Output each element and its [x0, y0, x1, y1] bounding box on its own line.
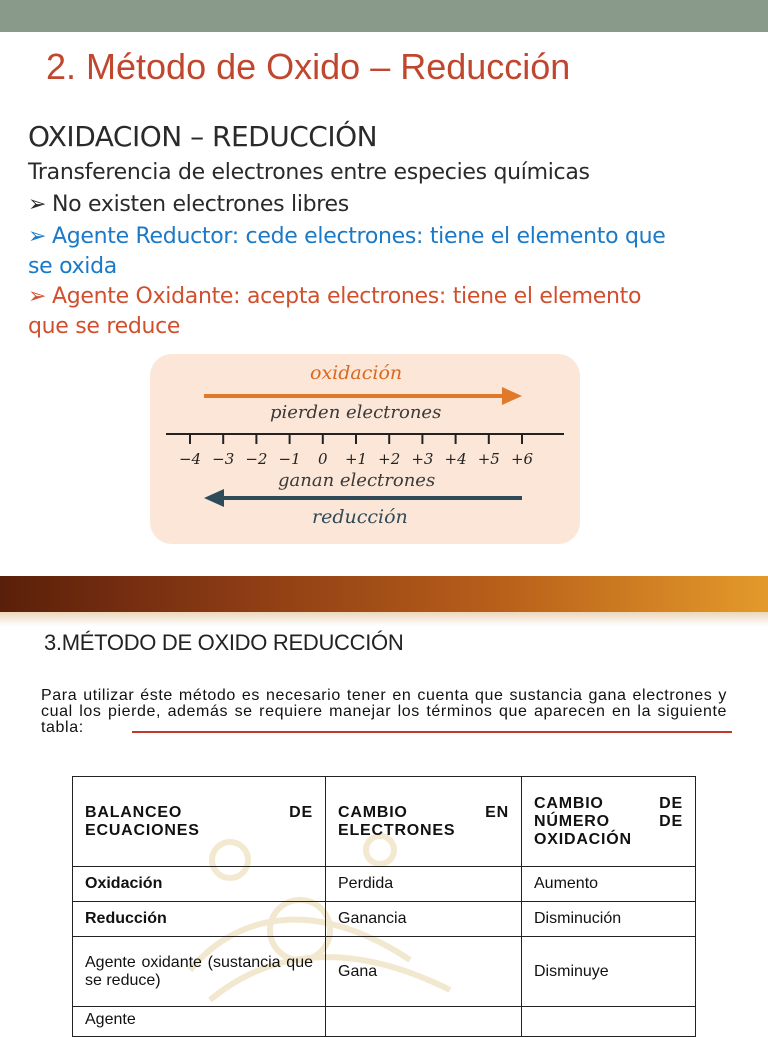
number-line-label: +3	[411, 450, 434, 468]
bullet-text: No existen electrones libres	[52, 192, 349, 217]
bullet-no-electrones	[28, 192, 349, 217]
table-row	[73, 937, 696, 1007]
header-cambio-numero: CAMBIO DE NÚMERO DE OXIDACIÓN	[522, 777, 696, 867]
table-row	[73, 1007, 696, 1037]
cell-numero: Disminuye	[522, 937, 696, 1007]
cell-electrones: Gana	[326, 937, 522, 1007]
number-line-label: −3	[212, 450, 235, 468]
number-line-label: +5	[477, 450, 500, 468]
number-line-label: −1	[278, 450, 301, 468]
bullet-text: Agente Oxidante: acepta electrones: tiene el elemento	[52, 284, 642, 309]
reduction-label: reducción	[312, 506, 408, 528]
bullet-agente-oxidante	[28, 284, 641, 309]
number-line-label: 0	[318, 450, 328, 468]
slide-divider-band	[0, 576, 768, 612]
intro-paragraph: Para utilizar éste método es necesario tener en cuenta que sustancia gana electrones y cual los pierde, además se requiere manejar los términos que aparecen en la siguiente tabla:	[41, 687, 727, 736]
red-underline-annotation	[132, 731, 732, 733]
bullet-agente-reductor	[28, 224, 666, 249]
bullet-agente-oxidante-cont: que se reduce	[28, 314, 181, 339]
number-line-label: −2	[245, 450, 268, 468]
cell-term: Agente oxidante (sustancia que se reduce)	[73, 937, 326, 1007]
top-bar	[0, 0, 768, 32]
header-cambio-electrones: CAMBIO EN ELECTRONES	[326, 777, 522, 867]
header-balanceo: BALANCEO DE ECUACIONES	[73, 777, 326, 867]
arrow-bullet-icon: ➢	[28, 224, 47, 249]
table-row	[73, 867, 696, 902]
band-shadow	[0, 612, 768, 626]
slide-title: 2. Método de Oxido – Reducción	[46, 46, 571, 87]
bullet-text: Agente Reductor: cede electrones: tiene el elemento que	[52, 224, 666, 249]
oxidation-number-diagram	[150, 354, 580, 544]
number-line-label: +2	[378, 450, 401, 468]
number-line-label: +1	[344, 450, 368, 468]
cell-electrones: Ganancia	[326, 902, 522, 937]
number-line-label: −4	[178, 450, 202, 468]
slide-oxido-reduccion	[0, 32, 758, 576]
terms-table	[72, 776, 696, 1037]
oxidation-label: oxidación	[310, 362, 403, 384]
arrow-bullet-icon: ➢	[28, 284, 47, 309]
cell-electrones: Perdida	[326, 867, 522, 902]
cell-numero: Disminución	[522, 902, 696, 937]
cell-electrones	[326, 1007, 522, 1037]
number-line-label: +6	[510, 450, 534, 468]
cell-numero: Aumento	[522, 867, 696, 902]
section-heading: OXIDACION – REDUCCIÓN	[28, 120, 378, 153]
bullet-agente-reductor-cont: se oxida	[28, 254, 117, 279]
arrow-bullet-icon: ➢	[28, 192, 47, 217]
number-line-label: +4	[444, 450, 467, 468]
cell-term: Reducción	[73, 902, 326, 937]
cell-numero	[522, 1007, 696, 1037]
gain-electrons-label: ganan electrones	[278, 470, 436, 491]
table-header-row	[73, 777, 696, 867]
section-title: 3.MÉTODO DE OXIDO REDUCCIÓN	[44, 630, 404, 655]
cell-term: Oxidación	[73, 867, 326, 902]
definition-line: Transferencia de electrones entre especies químicas	[28, 160, 590, 185]
cell-term: Agente	[73, 1007, 326, 1037]
number-line	[162, 428, 568, 474]
lose-electrons-label: pierden electrones	[270, 402, 442, 423]
table-row	[73, 902, 696, 937]
